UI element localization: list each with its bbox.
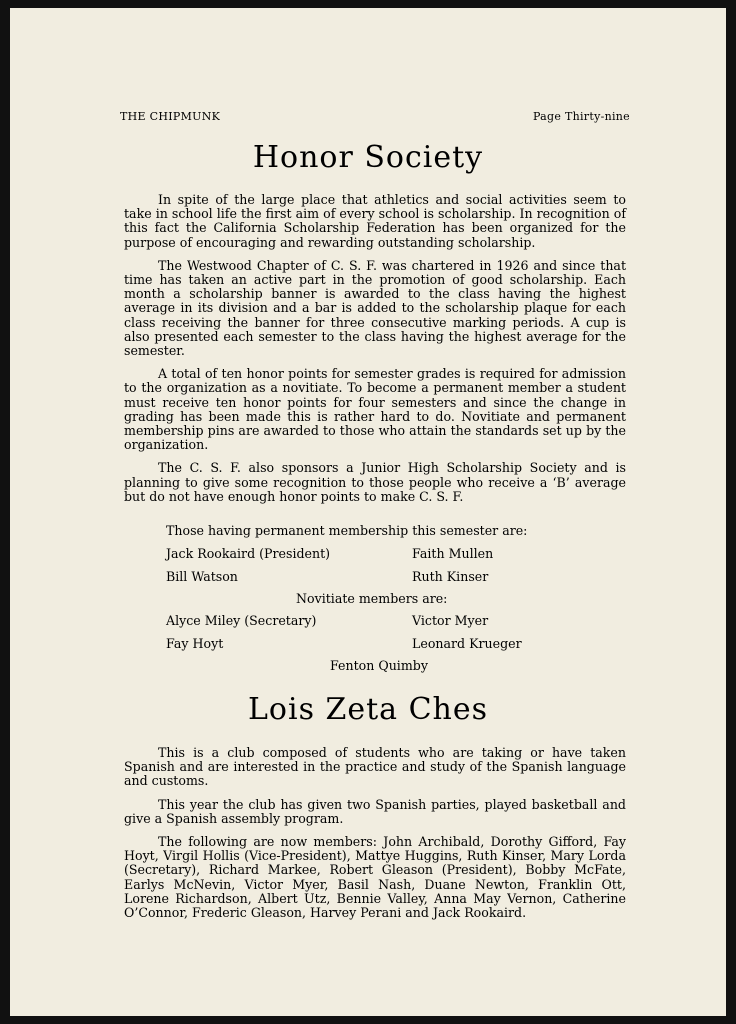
novitiate-members-lead: Novitiate members are: [296, 591, 448, 606]
lois-zeta-ches-body [124, 746, 626, 929]
member-name: Faith Mullen [412, 546, 494, 561]
page-number: Page Thirty-nine [532, 110, 630, 123]
honor-society-title: Honor Society [252, 140, 484, 175]
member-name: Victor Myer [412, 613, 489, 628]
paragraph: In spite of the large place that athletics and social activities seem to take in school life the first aim of every school is scholarship. In recognition of this fact the California Scholarship Federation has been organized for the purpose of encouraging and rewarding outstanding scholarship. [124, 192, 626, 250]
member-name: Fenton Quimby [330, 658, 428, 673]
paragraph: A total of ten honor points for semester grades is required for admission to the organization as a novitiate. To become a permanent member a student must receive ten honor points for four semesters and since the change in grading has been made this is rather hard to do. Novitiate and permanent membership pins are awarded to those who attain the standards set up by the organization. [124, 366, 626, 453]
member-name: Alyce Miley (Secretary) [166, 613, 317, 628]
paragraph: This year the club has given two Spanish parties, played basketball and give a Spanish assembly program. [124, 796, 626, 826]
paragraph: The Westwood Chapter of C. S. F. was chartered in 1926 and since that time has taken an active part in the promotion of good scholarship. Each month a scholarship banner is awarded to the class having the highest average in its division and a bar is added to the scholarship plaque for each class receiving the banner for three consecutive marking periods. A cup is also presented each semester to the class having the highest average for the semester. [124, 257, 626, 359]
member-name: Jack Rookaird (President) [166, 546, 331, 561]
paragraph: This is a club composed of students who are taking or have taken Spanish and are interested in the practice and study of the Spanish language and customs. [124, 745, 626, 789]
paragraph: The C. S. F. also sponsors a Junior High Scholarship Society and is planning to give some recognition to those people who receive a ‘B’ average but do not have enough honor points to make C. S. F. [124, 460, 626, 504]
member-name: Fay Hoyt [166, 636, 224, 651]
paragraph: The following are now members: John Archibald, Dorothy Gifford, Fay Hoyt, Virgil Hollis (Vice-President), Mattye Huggins, Ruth Kinser, Mary Lorda (Secretary), Richard Markee, Robert Gleason (President), Bobby McFate, Earlys McNevin, Victor Myer, Basil Nash, Duane Newton, Franklin Ott, Lorene Richardson, Albert Utz, Bennie Valley, Anna May Vernon, Catherine O’Connor, Frederic Gleason, Harvey Perani and Jack Rookaird. [124, 834, 626, 921]
honor-society-body [124, 193, 626, 513]
lois-zeta-ches-title: Lois Zeta Ches [247, 692, 488, 727]
member-name: Ruth Kinser [412, 569, 489, 584]
member-name: Leonard Krueger [412, 636, 522, 651]
publication-name: THE CHIPMUNK [120, 110, 221, 123]
permanent-members-lead: Those having permanent membership this semester are: [166, 523, 528, 538]
member-name: Bill Watson [166, 569, 238, 584]
